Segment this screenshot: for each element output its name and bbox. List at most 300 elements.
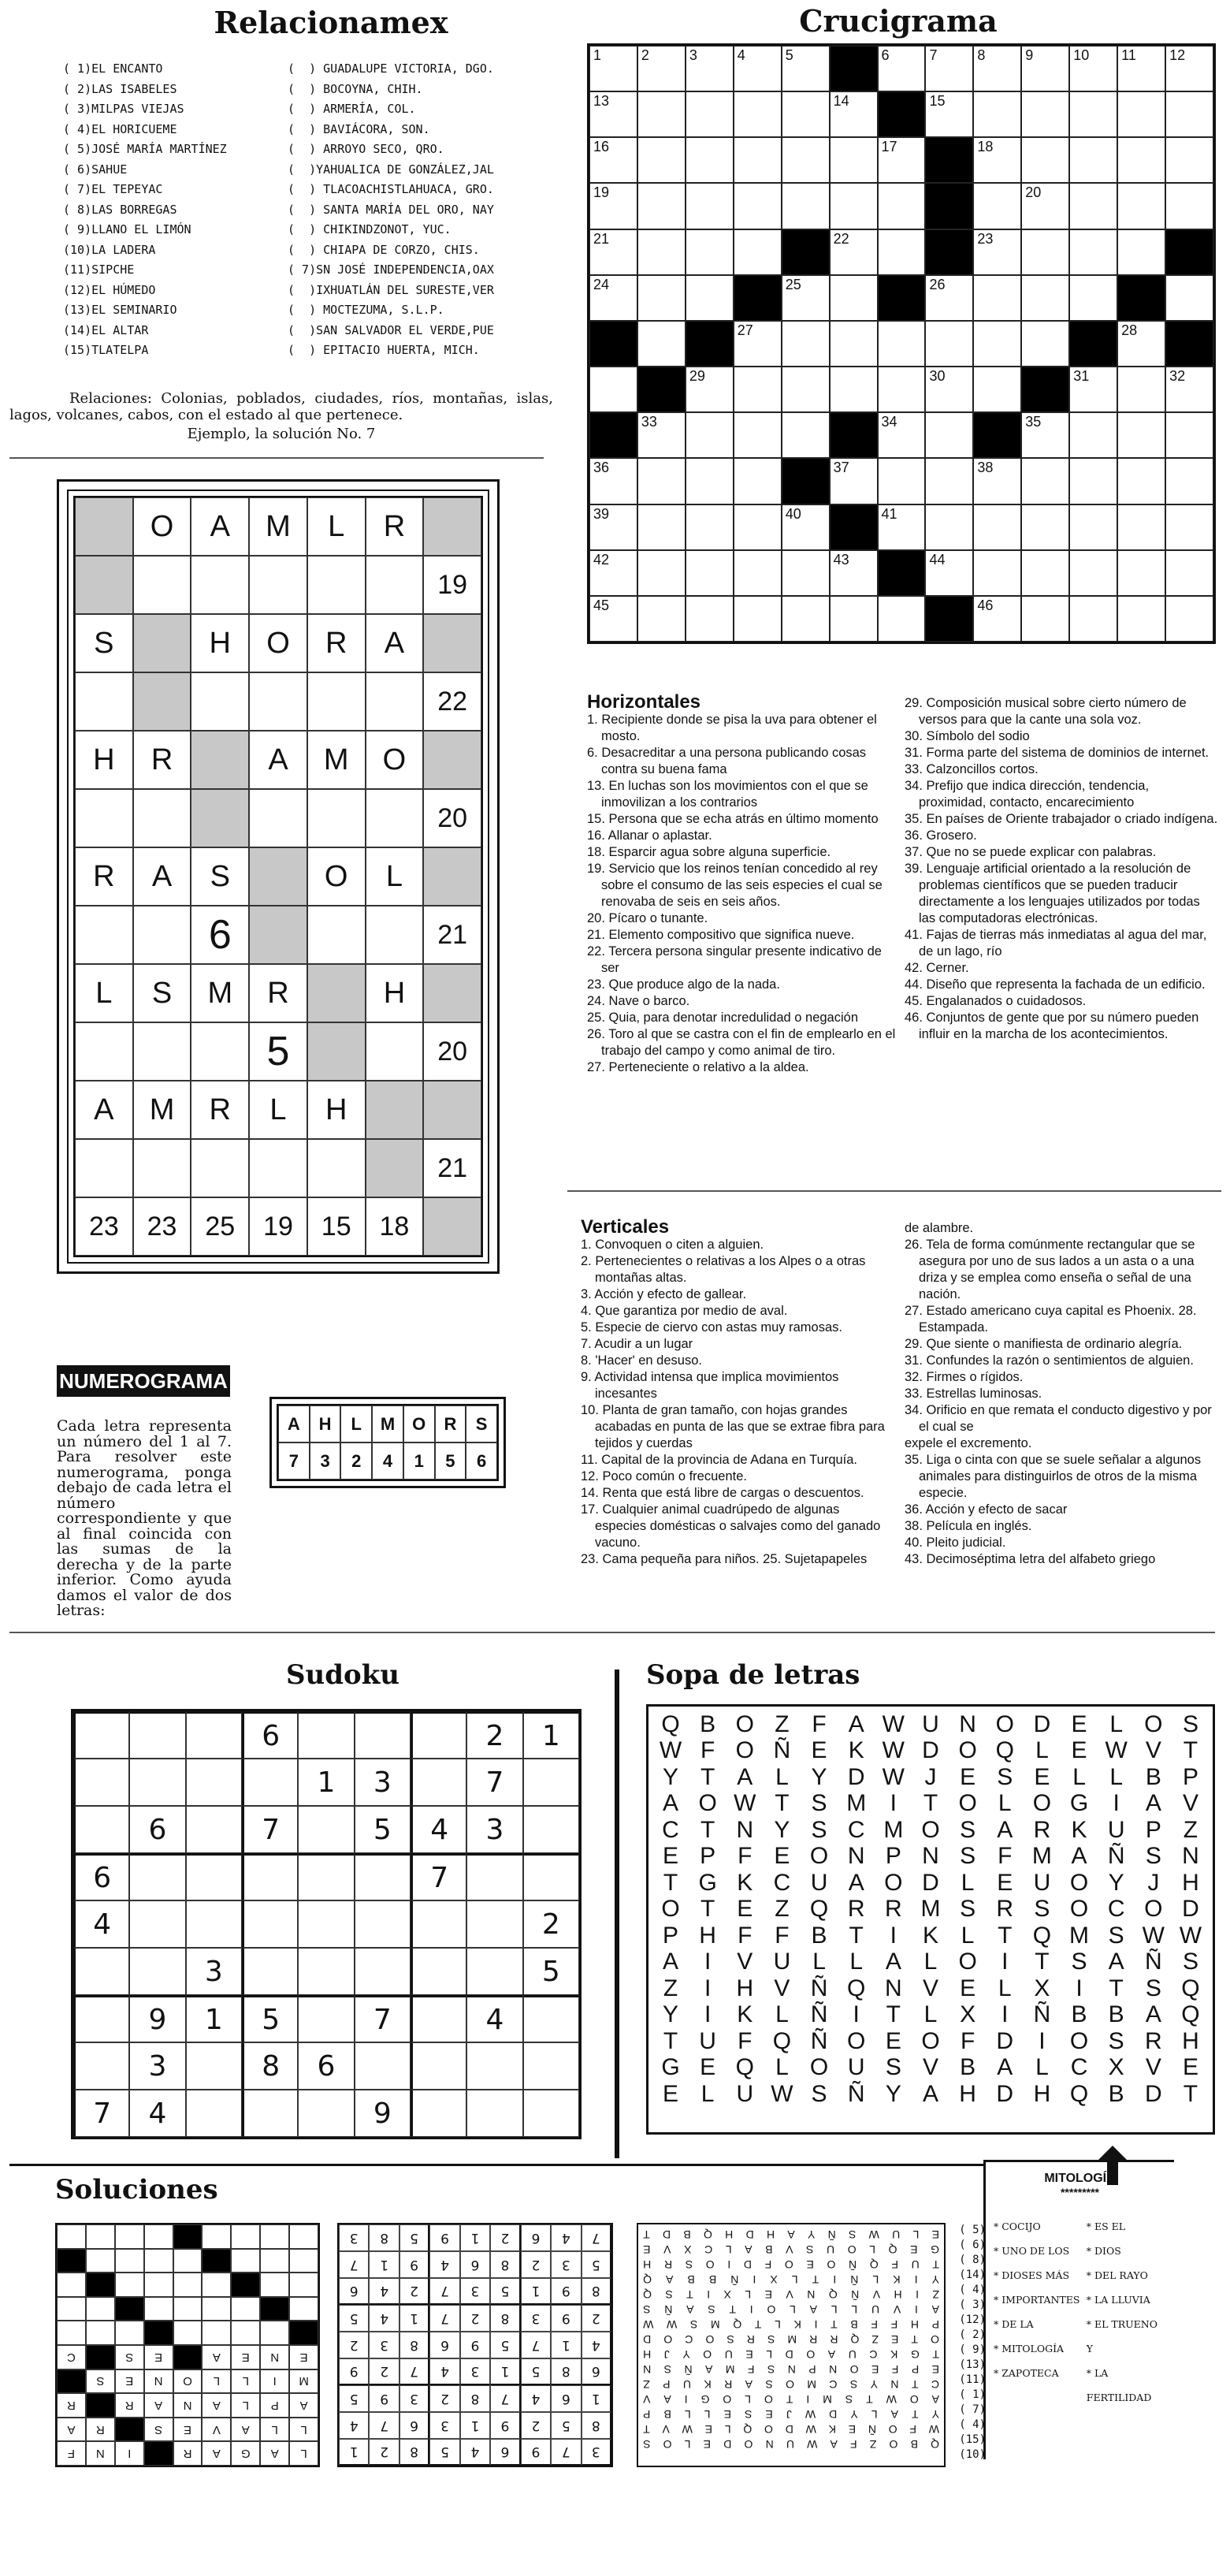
- numerograma-cell[interactable]: [366, 556, 424, 614]
- sudoku-cell[interactable]: [411, 1759, 466, 1806]
- crossword-cell[interactable]: [637, 275, 686, 321]
- crossword-cell[interactable]: [925, 321, 973, 367]
- solution-letter: J: [663, 2348, 670, 2362]
- crossword-cell[interactable]: [589, 596, 637, 642]
- crossword-cell[interactable]: [1165, 137, 1213, 183]
- numerograma-cell[interactable]: [75, 1022, 133, 1081]
- word-search-letter: I: [1001, 2001, 1009, 2028]
- sudoku-cell[interactable]: [466, 1948, 522, 1995]
- crossword-cell[interactable]: [1165, 550, 1213, 596]
- crossword-cell[interactable]: [1165, 596, 1213, 642]
- crossword-cell[interactable]: [830, 596, 878, 642]
- crossword-cell[interactable]: [734, 321, 782, 367]
- sudoku-cell[interactable]: [411, 1900, 466, 1948]
- crossword-cell[interactable]: [589, 137, 637, 183]
- crossword-cell[interactable]: [1069, 367, 1117, 412]
- crossword-cell[interactable]: [1069, 183, 1117, 229]
- crossword-cell[interactable]: [589, 275, 637, 321]
- solution-letter: W: [868, 2228, 879, 2242]
- crossword-cell[interactable]: [925, 46, 973, 91]
- sudoku-cell[interactable]: [411, 1948, 466, 1995]
- crossword-cell[interactable]: [686, 229, 734, 275]
- word-search-letter: S: [1071, 1949, 1087, 1975]
- crossword-cell[interactable]: [878, 367, 926, 412]
- crossword-cell[interactable]: [878, 504, 926, 550]
- crossword-cell[interactable]: [589, 458, 637, 504]
- crossword-cell[interactable]: [686, 367, 734, 412]
- crossword-cell[interactable]: [1021, 596, 1069, 642]
- crossword-cell[interactable]: [686, 183, 734, 229]
- word-search-letter: K: [737, 1869, 753, 1896]
- sudoku-cell[interactable]: [298, 1995, 354, 2042]
- sudoku-cell[interactable]: [355, 1948, 411, 1995]
- crossword-black-cell: [830, 412, 878, 458]
- crossword-cell[interactable]: [925, 412, 973, 458]
- crossword-cell[interactable]: [782, 367, 830, 412]
- crossword-cell[interactable]: [734, 504, 782, 550]
- sudoku-cell[interactable]: [523, 1806, 579, 1853]
- word-search-letter: S: [1145, 1843, 1161, 1870]
- sudoku-cell[interactable]: [298, 1853, 354, 1900]
- crossword-cell[interactable]: [637, 137, 686, 183]
- count-item: (10): [959, 2448, 986, 2461]
- crossword-cell[interactable]: [1117, 367, 1165, 412]
- crossword-cell[interactable]: [973, 183, 1021, 229]
- crossword-cell[interactable]: [878, 596, 926, 642]
- sudoku-cell[interactable]: [523, 1995, 579, 2042]
- sudoku-cell[interactable]: [129, 1900, 185, 1948]
- crossword-cell[interactable]: [1021, 550, 1069, 596]
- sudoku-cell[interactable]: [186, 1900, 242, 1948]
- numerograma-cell[interactable]: [307, 556, 366, 614]
- sudoku-cell[interactable]: [242, 2090, 298, 2137]
- crossword-cell[interactable]: [925, 275, 973, 321]
- crossword-cell[interactable]: [1117, 46, 1165, 91]
- word-search-letter: O: [809, 2054, 829, 2081]
- crossword-cell[interactable]: [973, 137, 1021, 183]
- solution-letter: U: [786, 2438, 794, 2451]
- crossword-cell[interactable]: [830, 183, 878, 229]
- numerograma-cell[interactable]: [249, 672, 307, 731]
- sudoku-cell[interactable]: [129, 1759, 185, 1806]
- crossword-cell[interactable]: [734, 367, 782, 412]
- crossword-cell[interactable]: [1165, 504, 1213, 550]
- crossword-cell[interactable]: [830, 367, 878, 412]
- crossword-cell[interactable]: [734, 46, 782, 91]
- solution-cell: L: [231, 2369, 260, 2394]
- crossword-cell[interactable]: [830, 550, 878, 596]
- crossword-cell[interactable]: [1021, 91, 1069, 137]
- word-search-letter: O: [1069, 1896, 1089, 1923]
- sudoku-solution-cell: 1: [369, 2251, 399, 2278]
- sudoku-cell[interactable]: [298, 1806, 354, 1853]
- sudoku-cell[interactable]: [411, 2090, 466, 2137]
- crossword-cell[interactable]: [973, 550, 1021, 596]
- crossword-cell[interactable]: [589, 550, 637, 596]
- crossword-cell[interactable]: [1069, 275, 1117, 321]
- theme-word: * DEL RAYO: [1086, 2269, 1148, 2281]
- numerograma-cell[interactable]: [75, 1139, 133, 1197]
- sudoku-cell[interactable]: [411, 1711, 466, 1759]
- crossword-cell[interactable]: [1021, 504, 1069, 550]
- sudoku-cell[interactable]: [242, 1759, 298, 1806]
- crossword-cell[interactable]: [1117, 504, 1165, 550]
- crossword-cell[interactable]: [1021, 458, 1069, 504]
- crossword-cell[interactable]: [686, 91, 734, 137]
- sudoku-cell[interactable]: [523, 1853, 579, 1900]
- crossword-cell[interactable]: [686, 137, 734, 183]
- crossword-clue-number: 26: [929, 276, 946, 292]
- solution-letter: V: [872, 2288, 881, 2302]
- numerograma-cell[interactable]: [249, 789, 307, 847]
- crossword-cell[interactable]: [637, 183, 686, 229]
- solution-letter: N: [890, 2378, 899, 2392]
- crossword-cell[interactable]: [973, 504, 1021, 550]
- numerograma-cell[interactable]: [191, 1139, 249, 1197]
- crossword-cell[interactable]: [589, 183, 637, 229]
- word-search-letter: W: [882, 1737, 905, 1764]
- crossword-cell[interactable]: [637, 91, 686, 137]
- word-search-letter: H: [959, 2080, 976, 2107]
- crossword-cell[interactable]: [686, 504, 734, 550]
- crossword-cell[interactable]: [973, 367, 1021, 412]
- sudoku-cell: 4: [411, 1806, 466, 1853]
- clue-item: 4. Que garantiza por medio de aval.: [581, 1304, 788, 1318]
- solution-letter: K: [704, 2378, 712, 2392]
- sudoku-cell[interactable]: [355, 1900, 411, 1948]
- solution-letter: L: [791, 2273, 798, 2287]
- word-search-letter: M: [1069, 1922, 1090, 1949]
- sudoku-solution-cell: 8: [582, 2278, 611, 2305]
- crossword-cell[interactable]: [782, 596, 830, 642]
- numerograma-frame: [57, 479, 500, 1274]
- crossword-clue-number: 22: [833, 230, 849, 247]
- relacionamex-right: ( 7)SN JOSÉ INDEPENDENCIA,OAX: [288, 262, 494, 277]
- numerograma-cell: 22: [423, 672, 481, 731]
- numerograma-cell[interactable]: [366, 906, 424, 964]
- sudoku-cell[interactable]: [242, 1900, 298, 1948]
- crossword-cell[interactable]: [1069, 46, 1117, 91]
- crossword-cell[interactable]: [1021, 46, 1069, 91]
- sudoku-cell[interactable]: [466, 1853, 522, 1900]
- sudoku-cell[interactable]: [411, 2042, 466, 2090]
- crossword-cell[interactable]: [589, 504, 637, 550]
- crossword-cell[interactable]: [782, 412, 830, 458]
- crossword-cell[interactable]: [637, 458, 686, 504]
- sudoku-cell[interactable]: [73, 2042, 129, 2090]
- crossword-cell[interactable]: [686, 458, 734, 504]
- numerograma-cell[interactable]: [249, 1139, 307, 1197]
- crossword-cell[interactable]: [1117, 458, 1165, 504]
- crossword-cell[interactable]: [782, 504, 830, 550]
- crossword-cell[interactable]: [637, 550, 686, 596]
- sudoku-grid: [71, 1709, 582, 2139]
- numerograma-cell[interactable]: [191, 1022, 249, 1081]
- crossword-cell[interactable]: [782, 91, 830, 137]
- crossword-cell[interactable]: [782, 321, 830, 367]
- theme-stars: *********: [1060, 2186, 1100, 2198]
- sudoku-solution-cell: 9: [369, 2385, 399, 2412]
- numerograma-cell[interactable]: [366, 789, 424, 847]
- sudoku-cell: 4: [466, 1995, 522, 2042]
- sudoku-cell[interactable]: [466, 1900, 522, 1948]
- crossword-cell[interactable]: [925, 458, 973, 504]
- sudoku-cell[interactable]: [355, 2042, 411, 2090]
- crossword-cell[interactable]: [925, 504, 973, 550]
- crossword-cell[interactable]: [878, 46, 926, 91]
- count-item: ( 7): [959, 2403, 986, 2416]
- solution-cell: [289, 2273, 318, 2297]
- crossword-cell[interactable]: [1069, 458, 1117, 504]
- crossword-cell[interactable]: [878, 229, 926, 275]
- crossword-cell[interactable]: [1165, 91, 1213, 137]
- crossword-cell[interactable]: [878, 137, 926, 183]
- crossword-cell[interactable]: [1021, 412, 1069, 458]
- crossword-cell[interactable]: [1069, 412, 1117, 458]
- sudoku-cell[interactable]: [129, 1948, 185, 1995]
- crossword-cell[interactable]: [734, 91, 782, 137]
- sudoku-cell[interactable]: [129, 1711, 185, 1759]
- crossword-cell[interactable]: [782, 46, 830, 91]
- numerograma-cell[interactable]: [191, 672, 249, 731]
- numerograma-cell[interactable]: [307, 672, 366, 731]
- crossword-cell[interactable]: [782, 550, 830, 596]
- word-search-letter: R: [885, 1896, 902, 1923]
- crossword-cell[interactable]: [1117, 137, 1165, 183]
- sudoku-cell[interactable]: [186, 2090, 242, 2137]
- sudoku-cell[interactable]: [355, 1711, 411, 1759]
- solution-letter: Ñ: [827, 2228, 836, 2242]
- sudoku-cell[interactable]: [73, 1995, 129, 2042]
- crossword-cell[interactable]: [637, 229, 686, 275]
- crossword-cell[interactable]: [1117, 596, 1165, 642]
- solution-row: [643, 2332, 939, 2347]
- numerograma-cell[interactable]: [133, 1139, 191, 1197]
- sudoku-cell[interactable]: [186, 1853, 242, 1900]
- crossword-cell[interactable]: [1021, 321, 1069, 367]
- sudoku-cell[interactable]: [411, 1995, 466, 2042]
- sudoku-cell[interactable]: [298, 1711, 354, 1759]
- crossword-cell[interactable]: [1165, 275, 1213, 321]
- crossword-cell[interactable]: [1021, 229, 1069, 275]
- numerograma-cell[interactable]: [366, 672, 424, 731]
- numerograma-cell[interactable]: [366, 1022, 424, 1081]
- crossword-cell[interactable]: [637, 321, 686, 367]
- word-search-row: [656, 2055, 1205, 2082]
- sudoku-cell[interactable]: [298, 1900, 354, 1948]
- crossword-cell[interactable]: [1021, 275, 1069, 321]
- crossword-cell[interactable]: [637, 412, 686, 458]
- crossword-cell[interactable]: [1165, 367, 1213, 412]
- sudoku-cell[interactable]: [129, 1853, 185, 1900]
- crossword-cell[interactable]: [1117, 229, 1165, 275]
- crossword-cell[interactable]: [1069, 504, 1117, 550]
- sudoku-cell[interactable]: [242, 1948, 298, 1995]
- crossword-cell[interactable]: [686, 46, 734, 91]
- sudoku-cell[interactable]: [466, 2090, 522, 2137]
- sudoku-cell[interactable]: [186, 1711, 242, 1759]
- crossword-cell[interactable]: [1069, 229, 1117, 275]
- crossword-cell[interactable]: [637, 596, 686, 642]
- crossword-cell[interactable]: [878, 321, 926, 367]
- crossword-cell[interactable]: [637, 46, 686, 91]
- numerograma-cell[interactable]: [133, 1022, 191, 1081]
- solution-cell: [289, 2321, 318, 2345]
- sudoku-cell[interactable]: [186, 1759, 242, 1806]
- crossword-cell[interactable]: [1117, 550, 1165, 596]
- key-value: 4: [372, 1442, 403, 1480]
- crossword-cell[interactable]: [1165, 183, 1213, 229]
- solution-letter: R: [663, 2258, 673, 2272]
- word-search-letter: D: [922, 1869, 939, 1896]
- sudoku-cell[interactable]: [466, 2042, 522, 2090]
- sudoku-cell[interactable]: [186, 2042, 242, 2090]
- crossword-cell[interactable]: [973, 275, 1021, 321]
- crossword-cell[interactable]: [1165, 412, 1213, 458]
- numerograma-cell[interactable]: [307, 906, 366, 964]
- crossword-cell[interactable]: [734, 550, 782, 596]
- solution-letter: E: [703, 2438, 712, 2451]
- crossword-cell[interactable]: [830, 321, 878, 367]
- sudoku-cell[interactable]: [242, 1853, 298, 1900]
- numerograma-cell[interactable]: [191, 556, 249, 614]
- crossword-cell[interactable]: [734, 137, 782, 183]
- solution-cell: [173, 2224, 203, 2249]
- sudoku-solution-cell: 4: [582, 2332, 611, 2358]
- sudoku-cell[interactable]: [298, 1948, 354, 1995]
- crossword-cell[interactable]: [1165, 458, 1213, 504]
- crossword-cell[interactable]: [830, 91, 878, 137]
- numerograma-cell[interactable]: [133, 906, 191, 964]
- numerograma-cell[interactable]: [307, 1139, 366, 1197]
- sudoku-solution-cell: 9: [339, 2358, 369, 2385]
- crossword-cell[interactable]: [686, 550, 734, 596]
- crossword-cell[interactable]: [1069, 596, 1117, 642]
- crossword-cell[interactable]: [589, 46, 637, 91]
- numerograma-shaded-cell: [423, 847, 481, 906]
- crossword-cell[interactable]: [830, 458, 878, 504]
- crossword-cell[interactable]: [782, 183, 830, 229]
- crossword-cell[interactable]: [1069, 137, 1117, 183]
- crossword-cell[interactable]: [830, 229, 878, 275]
- crossword-cell[interactable]: [589, 91, 637, 137]
- crossword-cell[interactable]: [1021, 183, 1069, 229]
- crossword-cell[interactable]: [973, 321, 1021, 367]
- sudoku-cell[interactable]: [523, 2042, 579, 2090]
- sudoku-cell[interactable]: [298, 2090, 354, 2137]
- crossword-cell[interactable]: [878, 458, 926, 504]
- crossword-cell[interactable]: [637, 504, 686, 550]
- sudoku-title: Sudoku: [285, 1659, 399, 1691]
- solution-cell: A: [231, 2418, 260, 2442]
- sudoku-cell[interactable]: [73, 1948, 129, 1995]
- crossword-cell[interactable]: [1117, 412, 1165, 458]
- solution-letter: N: [643, 2363, 652, 2377]
- numerograma-cell[interactable]: [307, 789, 366, 847]
- word-search-letter: T: [1183, 2080, 1198, 2107]
- crossword-cell[interactable]: [1117, 183, 1165, 229]
- numerograma-cell: 20: [423, 789, 481, 847]
- crossword-cell[interactable]: [1117, 321, 1165, 367]
- relacionamex-left: (10)LA LADERA: [63, 242, 156, 257]
- crossword-cell[interactable]: [734, 183, 782, 229]
- sudoku-cell[interactable]: [73, 1759, 129, 1806]
- crossword-cell[interactable]: [925, 550, 973, 596]
- crossword-cell[interactable]: [782, 275, 830, 321]
- crossword-cell[interactable]: [1069, 91, 1117, 137]
- crossword-cell[interactable]: [1165, 46, 1213, 91]
- crossword-cell[interactable]: [686, 275, 734, 321]
- crossword-cell[interactable]: [589, 229, 637, 275]
- sudoku-cell[interactable]: [355, 1853, 411, 1900]
- numerograma-cell[interactable]: [75, 906, 133, 964]
- crossword-cell[interactable]: [973, 458, 1021, 504]
- crossword-cell[interactable]: [878, 412, 926, 458]
- crossword-cell[interactable]: [589, 367, 637, 412]
- numerograma-cell[interactable]: [133, 789, 191, 847]
- crossword-cell[interactable]: [734, 458, 782, 504]
- sudoku-solution-cell: 2: [460, 2305, 490, 2332]
- crossword-cell[interactable]: [925, 367, 973, 412]
- relacionamex-row: [63, 200, 552, 221]
- crossword-cell[interactable]: [830, 137, 878, 183]
- sudoku-cell[interactable]: [523, 2090, 579, 2137]
- solution-cell: G: [231, 2441, 260, 2466]
- sudoku-cell: 7: [242, 1806, 298, 1853]
- solution-letter: Q: [643, 2288, 652, 2302]
- crossword-clue-number: 21: [593, 230, 610, 247]
- crossword-cell[interactable]: [734, 412, 782, 458]
- relacionamex-right: ( ) CHIAPA DE CORZO, CHIS.: [288, 242, 480, 257]
- crossword-clue-number: 10: [1073, 47, 1090, 63]
- sudoku-solution-cell: 7: [551, 2439, 581, 2466]
- numerograma-cell: M: [249, 497, 307, 556]
- crossword-clue-number: 43: [833, 551, 849, 568]
- crossword-cell[interactable]: [830, 275, 878, 321]
- numerograma-cell[interactable]: [75, 789, 133, 847]
- crossword-cell[interactable]: [686, 596, 734, 642]
- crossword-cell[interactable]: [973, 91, 1021, 137]
- sudoku-cell[interactable]: [73, 1711, 129, 1759]
- word-search-letter: V: [774, 1975, 790, 2001]
- crossword-cell[interactable]: [973, 46, 1021, 91]
- crossword-cell[interactable]: [973, 229, 1021, 275]
- numerograma-cell[interactable]: [133, 556, 191, 614]
- crossword-cell[interactable]: [1117, 91, 1165, 137]
- word-search-letter: T: [1109, 1975, 1124, 2001]
- crossword-cell[interactable]: [878, 183, 926, 229]
- sudoku-cell[interactable]: [73, 1806, 129, 1853]
- crossword-cell[interactable]: [686, 412, 734, 458]
- sudoku-cell: 9: [355, 2090, 411, 2137]
- crossword-cell[interactable]: [782, 137, 830, 183]
- crossword-cell[interactable]: [973, 596, 1021, 642]
- numerograma-shaded-cell: [366, 1139, 424, 1197]
- crossword-cell[interactable]: [1069, 550, 1117, 596]
- numerograma-cell[interactable]: [249, 556, 307, 614]
- solution-letter: I: [707, 2288, 711, 2302]
- crossword-cell[interactable]: [1021, 137, 1069, 183]
- numerograma-cell[interactable]: [75, 672, 133, 731]
- crossword-cell[interactable]: [734, 596, 782, 642]
- word-search-letter: D: [847, 1763, 865, 1790]
- sudoku-cell[interactable]: [523, 1759, 579, 1806]
- word-search-letter: V: [922, 1975, 938, 2001]
- sudoku-solution-cell: 1: [490, 2358, 520, 2385]
- sudoku-cell[interactable]: [186, 1806, 242, 1853]
- crossword-cell[interactable]: [925, 91, 973, 137]
- crossword-cell[interactable]: [734, 229, 782, 275]
